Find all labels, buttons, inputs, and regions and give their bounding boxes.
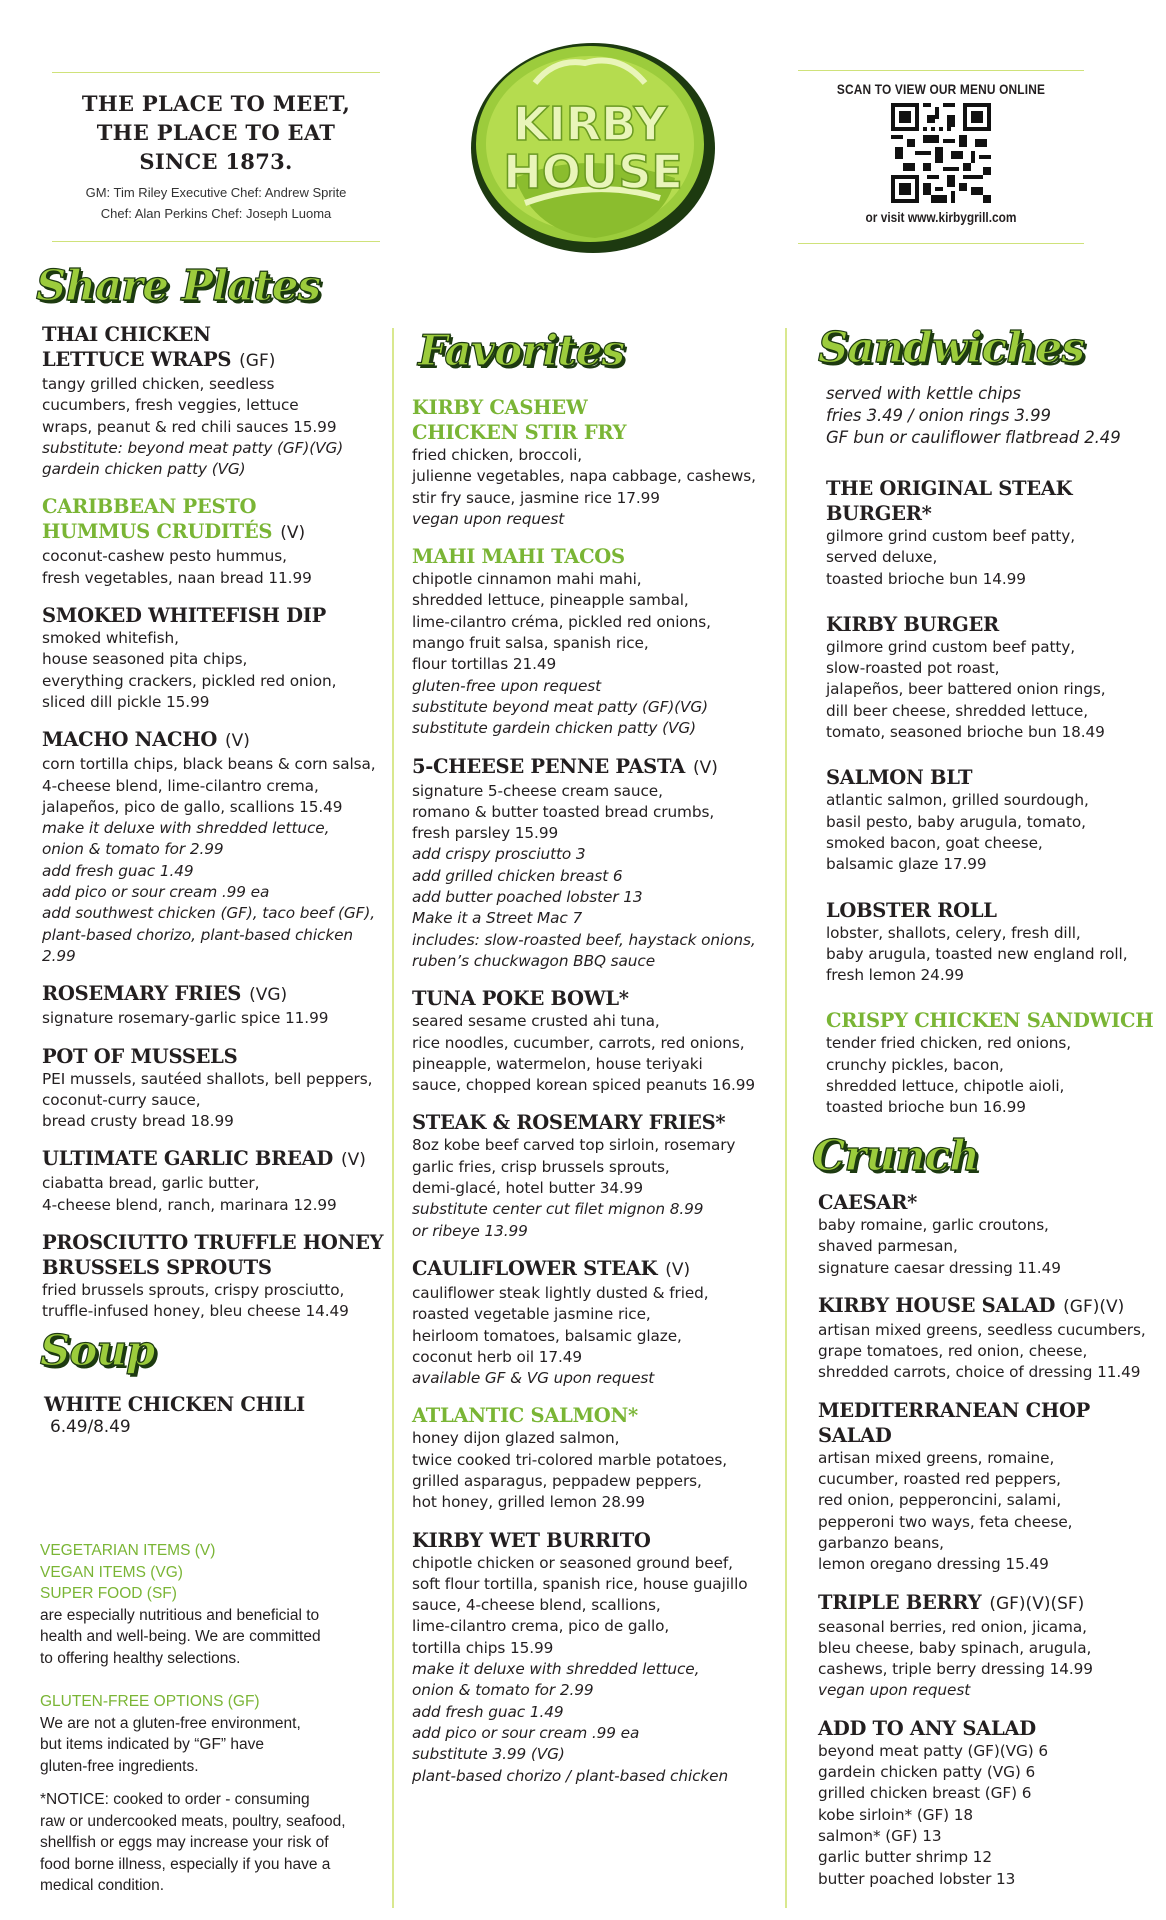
menu-item-description: seasonal berries, red onion, jicama, bleu cheese, baby spinach, arugula, cashews, triple berry dressing 14.99: [818, 1617, 1093, 1679]
menu-item-description: chipotle chicken or seasoned ground beef, soft flour tortilla, spanish rice, house guajillo sauce, 4-cheese blend, scallions, lime-cilantro crema, pico de gallo, tortilla chips 15.99: [412, 1553, 748, 1657]
menu-item-name: [412, 754, 782, 781]
menu-item-description: atlantic salmon, grilled sourdough, basil pesto, baby arugula, tomato, smoked bacon, goat cheese, balsamic glaze 17.99: [826, 791, 1089, 874]
menu-item-name: [818, 1716, 1163, 1741]
menu-item: [42, 603, 387, 713]
menu-item-title: ROSEMARY FRIES: [42, 982, 242, 1006]
section-crunch: Crunch: [812, 1131, 979, 1180]
menu-item-description: smoked whitefish, house seasoned pita chips, everything crackers, pickled red onion, sliced dill pickle 15.99: [42, 629, 337, 711]
divider-2: [785, 328, 787, 1908]
menu-item-notes: make it deluxe with shredded lettuce, onion & tomato for 2.99 add fresh guac 1.49 add pico or sour cream .99 ea substitute 3.99 (VG) plant-based chorizo / plant-based chicken: [412, 1660, 729, 1785]
menu-item-name: [826, 765, 1161, 790]
menu-item-description: baby romaine, garlic croutons, shaved parmesan, signature caesar dressing 11.49: [818, 1216, 1061, 1277]
menu-item: [826, 476, 1161, 590]
dietary-tag: (V): [341, 1150, 366, 1171]
menu-item-name: [412, 1110, 782, 1135]
menu-item-description: artisan mixed greens, seedless cucumbers, grape tomatoes, red onion, cheese, shredded carrots, choice of dressing 11.49: [818, 1320, 1146, 1382]
menu-item-title: 5-CHEESE PENNE PASTA: [412, 754, 685, 778]
menu-item-title: MEDITERRANEAN CHOP SALAD: [818, 1398, 1091, 1447]
dietary-tag: (V): [692, 757, 718, 778]
menu-item: [412, 395, 782, 530]
menu-item-title: TUNA POKE BOWL*: [412, 987, 629, 1011]
legend-vegan: VEGAN ITEMS (VG): [40, 1563, 183, 1581]
menu-item-name: [42, 603, 387, 628]
menu-item-title: PROSCIUTTO TRUFFLE HONEY BRUSSELS SPROUTS: [42, 1231, 384, 1280]
menu-item-description: cauliflower steak lightly dusted & fried, roasted vegetable jasmine rice, heirloom tomatoes, balsamic glaze, coconut herb oil 17.49: [412, 1283, 709, 1366]
logo-word-1: KIRBY: [512, 97, 668, 151]
menu-item-description: coconut-cashew pesto hummus, fresh vegetables, naan bread 11.99: [42, 547, 312, 587]
menu-item-name: [412, 1528, 782, 1553]
qr-box: [798, 70, 1084, 244]
menu-item: [412, 1110, 782, 1241]
menu-item: [826, 1008, 1161, 1118]
menu-item-name: [818, 1590, 1163, 1617]
menu-item-title: KIRBY BURGER: [826, 612, 999, 636]
dietary-legend: [40, 1540, 385, 1897]
menu-item: [42, 981, 387, 1029]
qr-label: SCAN TO VIEW OUR MENU ONLINE: [836, 81, 1046, 97]
menu-item: [826, 612, 1161, 743]
share-plates-list: [42, 322, 387, 1337]
legend-gluten-free-desc: We are not a gluten-free environment, but items indicated by “GF” have gluten-free ingredients.: [40, 1714, 301, 1775]
menu-item-description: 8oz kobe beef carved top sirloin, rosemary garlic fries, crisp brussels sprouts, demi-glacé, hotel butter 34.99: [412, 1136, 736, 1198]
tagline-2: THE PLACE TO EAT: [96, 120, 336, 145]
menu-item-title: CAESAR*: [818, 1191, 918, 1214]
menu-item: [412, 986, 782, 1096]
tagline-3: SINCE 1873.: [139, 149, 293, 174]
menu-item-description: tangy grilled chicken, seedless cucumbers, fresh veggies, lettuce wraps, peanut & red chili sauces 15.99: [42, 375, 337, 436]
menu-item: [412, 1403, 782, 1513]
menu-item-name: [412, 1403, 782, 1428]
menu-item: [42, 494, 387, 589]
menu-item-name: [412, 1256, 782, 1283]
kirby-house-logo: [455, 28, 725, 263]
menu-item-title: ADD TO ANY SALAD: [818, 1716, 1036, 1740]
divider-1: [392, 328, 394, 1908]
qr-visit-link[interactable]: or visit www.kirbygrill.com: [865, 209, 1017, 225]
menu-item: [818, 1716, 1163, 1890]
menu-item-description: gilmore grind custom beef patty, slow-roasted pot roast, jalapeños, beer battered onion rings, dill beer cheese, shredded lettuce, tomato, seasoned brioche bun 18.49: [826, 637, 1106, 742]
menu-item-description: artisan mixed greens, romaine, cucumber, roasted red peppers, red onion, pepperoncini, salami, pepperoni two ways, feta cheese, garbanzo beans, lemon oregano dressing 15.49: [818, 1448, 1073, 1574]
qr-code[interactable]: [891, 103, 991, 203]
tagline-1: THE PLACE TO MEET,: [81, 91, 351, 116]
menu-item-title: CRISPY CHICKEN SANDWICH: [826, 1009, 1154, 1033]
menu-item-description: beyond meat patty (GF)(VG) 6 gardein chicken patty (VG) 6 grilled chicken breast (GF) 6 kobe sirloin* (GF) 18 salmon* (GF) 13 garlic butter shrimp 12 butter poached lobster 13: [818, 1741, 1048, 1888]
menu-item-name: [42, 981, 387, 1008]
logo-word-2: HOUSE: [503, 145, 683, 199]
menu-item-title: MAHI MAHI TACOS: [412, 545, 625, 569]
menu-item: [412, 1256, 782, 1389]
dietary-tag: (GF)(V)(SF): [989, 1593, 1085, 1614]
soup-price: 6.49/8.49: [50, 1417, 131, 1437]
menu-item-description: fried chicken, broccoli, julienne vegetables, napa cabbage, cashews, stir fry sauce, jasmine rice 17.99: [412, 446, 756, 507]
favorites-list: [412, 395, 782, 1787]
menu-item-name: [42, 494, 387, 546]
menu-item: [412, 544, 782, 739]
menu-item-title: ATLANTIC SALMON*: [412, 1404, 638, 1428]
dietary-tag: (V): [280, 523, 306, 544]
menu-item-name: [42, 322, 387, 374]
legend-superfood-desc: are especially nutritious and beneficial to health and well-being. We are committed to offering healthy selections.: [40, 1606, 321, 1667]
menu-item: [412, 754, 782, 973]
menu-item-notes: substitute: beyond meat patty (GF)(VG) gardein chicken patty (VG): [42, 438, 344, 479]
menu-item-description: honey dijon glazed salmon, twice cooked tri-colored marble potatoes, grilled asparagus, peppadew peppers, hot honey, grilled lemon 28.99: [412, 1429, 727, 1512]
menu-item-name: [412, 544, 782, 569]
legend-gluten-free: GLUTEN-FREE OPTIONS (GF): [40, 1693, 260, 1710]
menu-item-description: ciabatta bread, garlic butter, 4-cheese blend, ranch, marinara 12.99: [42, 1174, 337, 1214]
dietary-tag: (VG): [249, 985, 288, 1006]
menu-item-description: signature 5-cheese cream sauce, romano & butter toasted bread crumbs, fresh parsley 15.99: [412, 781, 715, 843]
menu-item-notes: vegan upon request: [412, 509, 565, 528]
menu-item-title: THE ORIGINAL STEAK BURGER*: [826, 477, 1073, 525]
sandwiches-list: [826, 476, 1161, 1141]
soup-name: WHITE CHICKEN CHILI: [44, 1393, 305, 1416]
menu-item-name: [826, 476, 1161, 526]
menu-item-description: seared sesame crusted ahi tuna, rice noodles, cucumber, carrots, red onions, pineapple, watermelon, house teriyaki sauce, chopped korean spiced peanuts 16.99: [412, 1012, 756, 1095]
menu-item-title: STEAK & ROSEMARY FRIES*: [412, 1111, 726, 1135]
section-soup: Soup: [40, 1326, 155, 1375]
menu-item-description: tender fried chicken, red onions, crunchy pickles, bacon, shredded lettuce, chipotle aioli, toasted brioche bun 16.99: [826, 1034, 1072, 1117]
menu-item-description: chipotle cinnamon mahi mahi, shredded lettuce, pineapple sambal, lime-cilantro créma, pickled red onions, mango fruit salsa, spanish rice, flour tortillas 21.49: [412, 570, 711, 674]
menu-item-name: [42, 1230, 387, 1280]
menu-item: [42, 322, 387, 480]
menu-item-title: KIRBY CASHEW CHICKEN STIR FRY: [412, 396, 627, 444]
tagline-box: [52, 72, 380, 242]
menu-item: [42, 727, 387, 967]
section-sandwiches: Sandwiches: [818, 323, 1085, 372]
staff-line-2: Chef: Alan Perkins Chef: Joseph Luoma: [100, 206, 332, 221]
menu-item: [818, 1590, 1163, 1702]
menu-item: [826, 898, 1161, 987]
menu-item-description: gilmore grind custom beef patty, served deluxe, toasted brioche bun 14.99: [826, 527, 1075, 588]
menu-item-notes: substitute center cut filet mignon 8.99 or ribeye 13.99: [412, 1200, 704, 1240]
staff-line-1: GM: Tim Riley Executive Chef: Andrew Sprite: [85, 185, 347, 200]
dietary-tag: (V): [665, 1259, 691, 1280]
menu-item-title: KIRBY WET BURRITO: [412, 1528, 651, 1552]
menu-item-notes: gluten-free upon request substitute beyond meat patty (GF)(VG) substitute gardein chicken patty (VG): [412, 676, 709, 738]
menu-item-notes: add crispy prosciutto 3 add grilled chicken breast 6 add butter poached lobster 13 Make it a Street Mac 7 includes: slow-roasted beef, haystack onions, ruben’s chuckwagon BBQ sauce: [412, 845, 756, 970]
menu-item: [42, 1044, 387, 1133]
menu-item: [42, 1146, 387, 1216]
dietary-tag: (V): [225, 731, 250, 752]
menu-item-notes: vegan upon request: [818, 1681, 971, 1700]
menu-item-title: THAI CHICKEN LETTUCE WRAPS: [42, 323, 232, 371]
menu-item-name: [826, 612, 1161, 637]
menu-item-name: [818, 1293, 1163, 1320]
menu-item: [42, 1230, 387, 1323]
menu-item-name: [818, 1190, 1163, 1215]
menu-item-name: [826, 1008, 1161, 1033]
menu-item-description: corn tortilla chips, black beans & corn salsa, 4-cheese blend, lime-cilantro crema, jalapeños, pico de gallo, scallions 15.49: [42, 755, 376, 816]
menu-item-title: POT OF MUSSELS: [42, 1044, 238, 1068]
dietary-tag: (GF)(V): [1063, 1296, 1125, 1317]
menu-item-notes: make it deluxe with shredded lettuce, onion & tomato for 2.99 add fresh guac 1.49 add pico or sour cream .99 ea add southwest chicken (GF), taco beef (GF), plant-based chorizo, plant-based chicken 2.99: [42, 819, 375, 965]
menu-item-description: lobster, shallots, celery, fresh dill, baby arugula, toasted new england roll, fresh lemon 24.99: [826, 923, 1128, 985]
menu-item-title: TRIPLE BERRY: [818, 1590, 982, 1614]
menu-item-title: LOBSTER ROLL: [826, 898, 997, 922]
section-favorites: Favorites: [418, 326, 625, 375]
crunch-list: [818, 1190, 1163, 1904]
menu-item-notes: available GF & VG upon request: [412, 1369, 655, 1388]
menu-item-title: SALMON BLT: [826, 766, 973, 790]
soup-item: [44, 1392, 384, 1438]
menu-item: [818, 1398, 1163, 1576]
section-share-plates: Share Plates: [36, 261, 321, 310]
legend-vegetarian: VEGETARIAN ITEMS (V): [40, 1542, 216, 1559]
menu-item-name: [412, 395, 782, 445]
menu-item-name: [42, 1146, 387, 1173]
menu-item-name: [42, 1044, 387, 1069]
menu-item-title: KIRBY HOUSE SALAD: [818, 1293, 1056, 1317]
menu-item-name: [826, 898, 1161, 923]
dietary-tag: (GF): [239, 351, 276, 371]
menu-item-title: MACHO NACHO: [42, 728, 218, 752]
menu-item-name: [818, 1398, 1163, 1448]
menu-item-title: ULTIMATE GARLIC BREAD: [42, 1147, 333, 1171]
menu-item: [818, 1293, 1163, 1384]
menu-item-description: signature rosemary-garlic spice 11.99: [42, 1009, 329, 1028]
menu-item: [826, 765, 1161, 875]
menu-item: [818, 1190, 1163, 1279]
menu-item: [412, 1528, 782, 1787]
sandwiches-intro: served with kettle chips fries 3.49 / onion rings 3.99 GF bun or cauliflower flatbread 2.49: [826, 384, 1121, 447]
menu-item-title: CARIBBEAN PESTO HUMMUS CRUDITÉS: [42, 495, 273, 544]
legend-notice: *NOTICE: cooked to order - consuming raw or undercooked meats, poultry, seafood, shellfish or eggs may increase your risk of food borne illness, especially if you have a medical condition.: [40, 1791, 346, 1894]
menu-item-title: SMOKED WHITEFISH DIP: [42, 604, 326, 628]
menu-item-name: [412, 986, 782, 1011]
menu-item-description: PEI mussels, sautéed shallots, bell peppers, coconut-curry sauce, bread crusty bread 18.99: [42, 1069, 373, 1131]
menu-item-description: fried brussels sprouts, crispy prosciutto, truffle-infused honey, bleu cheese 14.49: [42, 1281, 349, 1321]
menu-item-name: [42, 727, 387, 754]
legend-superfood: SUPER FOOD (SF): [40, 1585, 177, 1602]
menu-item-title: CAULIFLOWER STEAK: [412, 1256, 658, 1280]
